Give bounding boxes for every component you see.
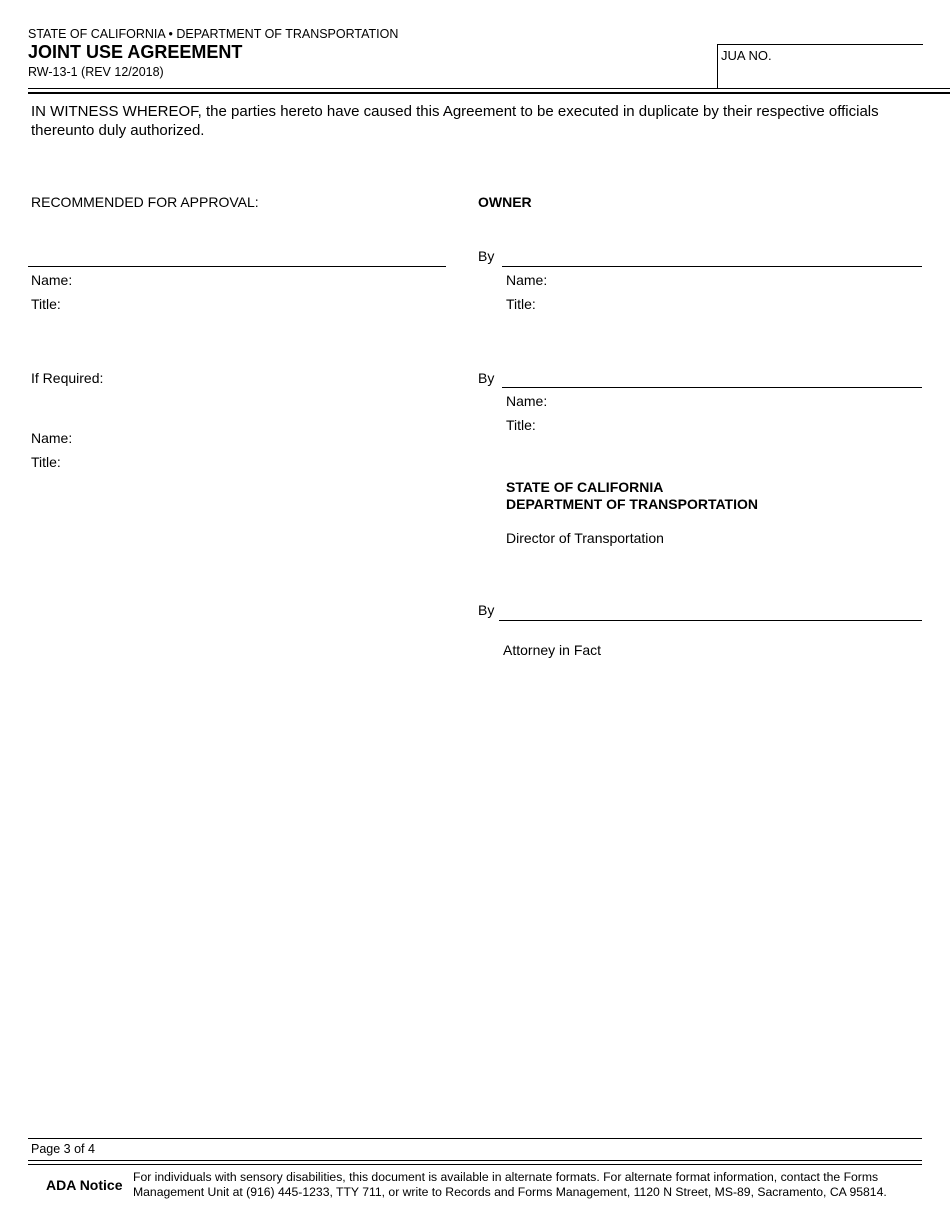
by-label-3: By <box>478 602 495 618</box>
footer-divider-mid <box>28 1160 922 1161</box>
header-divider-top <box>28 88 950 89</box>
agency-line: STATE OF CALIFORNIA • DEPARTMENT OF TRANSPORTATION <box>28 27 399 41</box>
owner-signature-line-2[interactable] <box>502 387 922 388</box>
state-heading-line2: DEPARTMENT OF TRANSPORTATION <box>506 496 758 512</box>
second-name-label: Name: <box>31 430 73 446</box>
form-number: RW-13-1 (REV 12/2018) <box>28 65 164 79</box>
owner-signature-line-1[interactable] <box>502 266 922 267</box>
form-title: JOINT USE AGREEMENT <box>28 42 243 62</box>
recommender-signature-line[interactable] <box>28 266 446 267</box>
owner-name-label-2: Name: <box>506 393 548 409</box>
header-divider-bottom <box>28 92 950 94</box>
owner-name-label-1: Name: <box>506 272 548 288</box>
by-label-1: By <box>478 248 495 264</box>
footer-divider-top <box>28 1138 922 1139</box>
recommended-label: RECOMMENDED FOR APPROVAL: <box>31 194 259 210</box>
recommender-title-label: Title: <box>31 296 61 312</box>
attorney-in-fact-label: Attorney in Fact <box>503 642 602 658</box>
recommender-name-label: Name: <box>31 272 73 288</box>
page-number: Page 3 of 4 <box>31 1142 95 1156</box>
jua-number-label: JUA NO. <box>721 48 772 63</box>
if-required-label: If Required: <box>31 370 104 386</box>
caltrans-signature-line[interactable] <box>499 620 922 621</box>
jua-number-box[interactable] <box>717 44 923 89</box>
ada-notice-label: ADA Notice <box>46 1177 123 1193</box>
owner-heading: OWNER <box>478 194 532 210</box>
owner-title-label-1: Title: <box>506 296 536 312</box>
by-label-2: By <box>478 370 495 386</box>
state-heading-line1: STATE OF CALIFORNIA <box>506 479 664 495</box>
second-title-label: Title: <box>31 454 61 470</box>
intro-paragraph: IN WITNESS WHEREOF, the parties hereto have caused this Agreement to be executed in duplicate by their respective officials thereunto duly authorized. <box>31 103 879 139</box>
director-label: Director of Transportation <box>506 530 664 546</box>
ada-notice-text: For individuals with sensory disabilities, this document is available in alternate formats. For alternate format information, contact the Forms Management Unit at (916) 445-1233, TTY 711, or write to Records and Forms Management, 1120 N Street, MS-89, Sacramento, CA 95814. <box>133 1170 887 1199</box>
footer-divider-bottom <box>28 1164 922 1165</box>
owner-title-label-2: Title: <box>506 417 536 433</box>
